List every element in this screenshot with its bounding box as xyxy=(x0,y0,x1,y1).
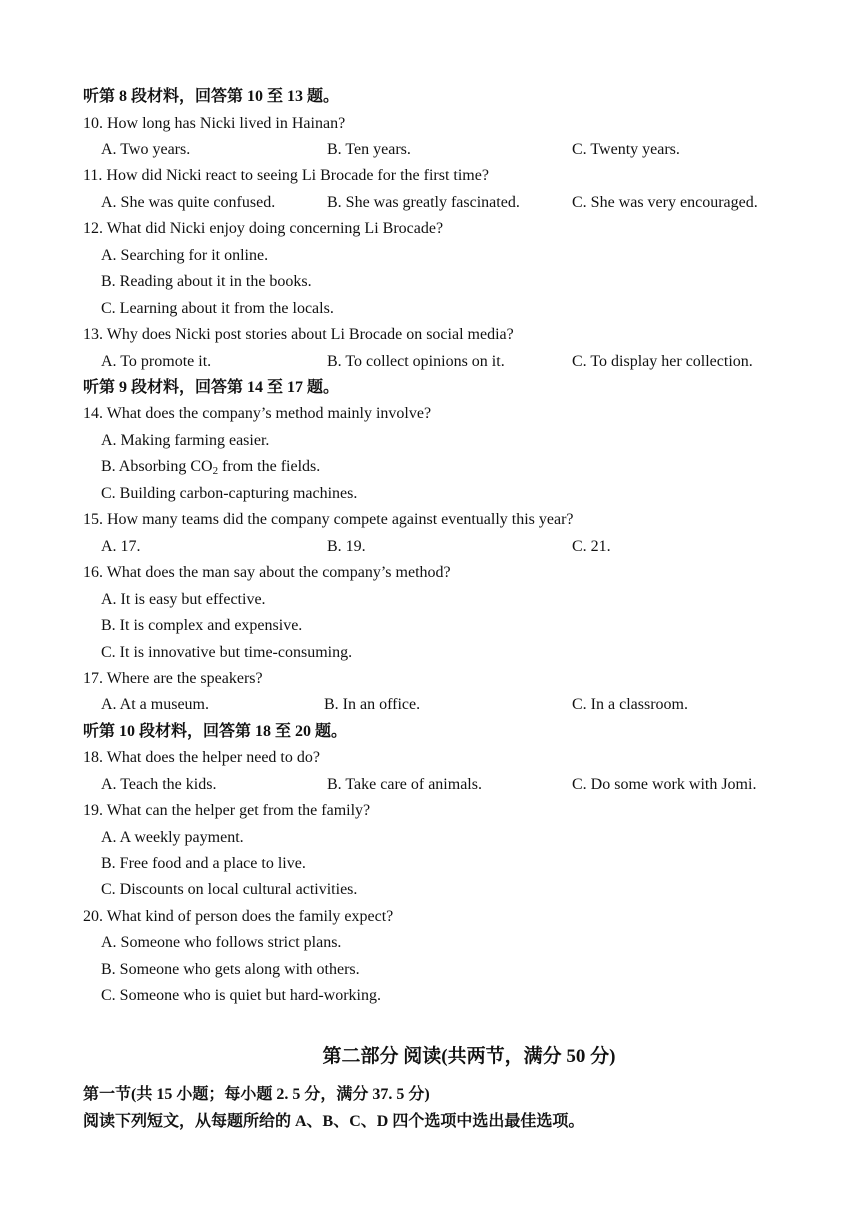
question-10-option-c: C. Twenty years. xyxy=(572,141,680,158)
question-19-stem: 19. What can the helper get from the family? xyxy=(83,802,371,819)
question-18-stem: 18. What does the helper need to do? xyxy=(83,749,320,766)
section-9-header: 听第 9 段材料，回答第 14 至 17 题。 xyxy=(83,379,340,396)
question-19-option-c: C. Discounts on local cultural activities. xyxy=(101,881,358,898)
question-15-option-b: B. 19. xyxy=(327,538,366,555)
question-17-option-a: A. At a museum. xyxy=(101,696,209,713)
question-16-option-c: C. It is innovative but time-consuming. xyxy=(101,644,353,661)
question-16-option-a: A. It is easy but effective. xyxy=(101,591,266,608)
question-17-option-b: B. In an office. xyxy=(324,696,421,713)
question-14-option-c: C. Building carbon-capturing machines. xyxy=(101,485,358,502)
question-15-option-c: C. 21. xyxy=(572,538,611,555)
section-8-header: 听第 8 段材料，回答第 10 至 13 题。 xyxy=(83,88,340,105)
question-13-stem: 13. Why does Nicki post stories about Li Brocade on social media? xyxy=(83,326,514,343)
question-20-option-c: C. Someone who is quiet but hard-working. xyxy=(101,987,381,1004)
question-11-option-a: A. She was quite confused. xyxy=(101,194,276,211)
question-14-option-b xyxy=(101,457,320,477)
question-14-option-b-pre: B. Absorbing CO xyxy=(101,458,213,475)
question-14-option-a: A. Making farming easier. xyxy=(101,432,270,449)
question-18-option-b: B. Take care of animals. xyxy=(327,776,482,793)
question-13-option-c: C. To display her collection. xyxy=(572,353,753,370)
question-20-option-b: B. Someone who gets along with others. xyxy=(101,961,360,978)
question-17-option-c: C. In a classroom. xyxy=(572,696,688,713)
question-13-option-a: A. To promote it. xyxy=(101,353,212,370)
section-10-header: 听第 10 段材料，回答第 18 至 20 题。 xyxy=(83,723,348,740)
question-16-option-b: B. It is complex and expensive. xyxy=(101,617,303,634)
question-14-option-b-post: from the fields. xyxy=(218,458,321,475)
question-11-stem: 11. How did Nicki react to seeing Li Brocade for the first time? xyxy=(83,167,489,184)
question-12-option-b: B. Reading about it in the books. xyxy=(101,273,312,290)
question-18-option-a: A. Teach the kids. xyxy=(101,776,217,793)
question-11-option-c: C. She was very encouraged. xyxy=(572,194,758,211)
question-20-option-a: A. Someone who follows strict plans. xyxy=(101,934,342,951)
part-2-section-1-header: 第一节(共 15 小题；每小题 2. 5 分，满分 37. 5 分) xyxy=(83,1086,430,1103)
part-2-title: 第二部分 阅读(共两节，满分 50 分) xyxy=(322,1046,616,1067)
question-12-option-a: A. Searching for it online. xyxy=(101,247,269,264)
question-12-stem: 12. What did Nicki enjoy doing concerning Li Brocade? xyxy=(83,220,444,237)
question-10-option-b: B. Ten years. xyxy=(327,141,411,158)
question-19-option-a: A. A weekly payment. xyxy=(101,829,244,846)
question-16-stem: 16. What does the man say about the company’s method? xyxy=(83,564,451,581)
question-15-option-a: A. 17. xyxy=(101,538,141,555)
question-19-option-b: B. Free food and a place to live. xyxy=(101,855,306,872)
question-20-stem: 20. What kind of person does the family expect? xyxy=(83,908,394,925)
question-18-option-c: C. Do some work with Jomi. xyxy=(572,776,757,793)
question-17-stem: 17. Where are the speakers? xyxy=(83,670,263,687)
question-15-stem: 15. How many teams did the company compete against eventually this year? xyxy=(83,511,574,528)
part-2-instruction: 阅读下列短文，从每题所给的 A、B、C、D 四个选项中选出最佳选项。 xyxy=(83,1113,585,1130)
question-12-option-c: C. Learning about it from the locals. xyxy=(101,300,334,317)
question-11-option-b: B. She was greatly fascinated. xyxy=(327,194,520,211)
question-14-stem: 14. What does the company’s method mainly involve? xyxy=(83,405,432,422)
question-14-option-b-subscript: 2 xyxy=(212,465,219,477)
question-13-option-b: B. To collect opinions on it. xyxy=(327,353,505,370)
question-10-option-a: A. Two years. xyxy=(101,141,191,158)
question-10-stem: 10. How long has Nicki lived in Hainan? xyxy=(83,115,346,132)
